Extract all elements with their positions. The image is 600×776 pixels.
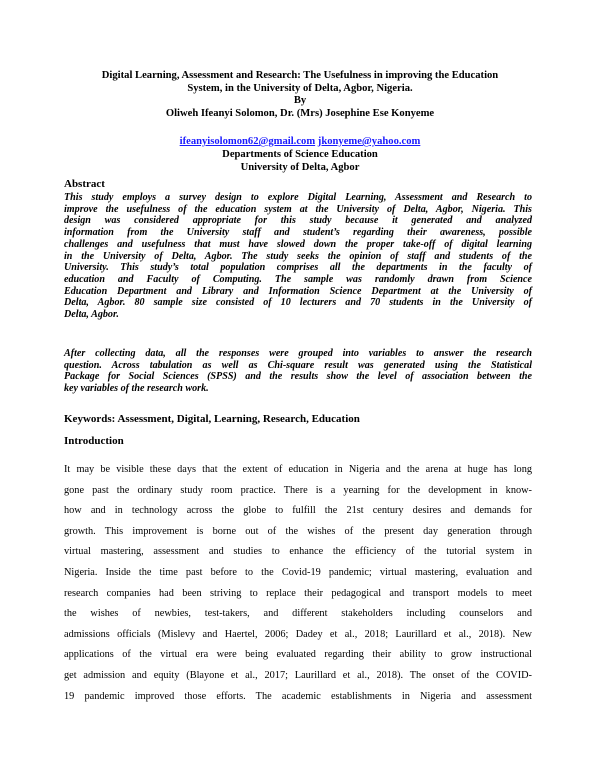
abstract-line: challenges and usefulness that must have slowed down the proper take-off of digital learning [64, 238, 532, 250]
abstract-heading: Abstract [64, 178, 105, 190]
abstract-line: This study employs a survey design to explore Digital Learning, Assessment and Research to [64, 192, 532, 203]
abstract-line: question. Across tabulation as well as Chi-square result was generated using the Statistical [64, 359, 532, 371]
keywords: Keywords: Assessment, Digital, Learning, Research, Education [64, 413, 360, 425]
email-link-2[interactable]: jkonyeme@yahoo.com [317, 136, 421, 147]
body-line: It may be visible these days that the extent of education in Nigeria and the arena at huge has long [64, 464, 532, 475]
abstract-line: education and Faculty of Computing. The sample was randomly drawn from Science [64, 273, 532, 285]
abstract-line: Delta, Agbor. [64, 309, 119, 321]
email-line [0, 135, 600, 148]
by-label: By [293, 95, 307, 107]
body-line: research companies had been striving to replace their pedagogical and transport models to meet [64, 587, 532, 599]
abstract-line: design was considered appropriate for this study because it generated and analyzed [64, 215, 532, 227]
abstract-line: After collecting data, all the responses were grouped into variables to answer the research [64, 348, 532, 359]
abstract-line: in the University of Delta, Agbor. The study seeks the opinion of staff and students of the [64, 250, 532, 262]
abstract-line: information from the University staff and student’s regarding their awareness, possible [64, 227, 532, 239]
abstract-line: key variables of the research work. [64, 383, 209, 395]
abstract-line: Education Department and Library and Information Science Department at the University of [64, 285, 532, 297]
abstract-paragraph-2 [64, 348, 532, 395]
body-line: Nigeria. Inside the time past before to the Covid-19 pandemic; virtual mastering, evaluation and [64, 566, 532, 578]
authors: Oliweh Ifeanyi Solomon, Dr. (Mrs) Josephine Ese Konyeme [165, 107, 435, 119]
paper-title-line: System, in the University of Delta, Agbor, Nigeria. [187, 82, 413, 94]
paper-title-block [70, 70, 530, 120]
abstract-line: improve the usefulness of the education system at the University of Delta, Agbor, Nigeria. This [64, 203, 532, 215]
email-link-1[interactable]: ifeanyisolomon62@gmail.com [179, 136, 316, 147]
body-line: virtual mastering, assessment and studies to enhance the efficiency of the tutorial system in [64, 546, 532, 558]
abstract-line: Delta, Agbor. 80 sample size consisted of 10 lecturers and 70 students in the University of [64, 297, 532, 309]
department: Departments of Science Education [222, 149, 378, 160]
introduction-paragraph [64, 460, 532, 707]
body-line: the wishes of newbies, test-takers, and different stakeholders including counselors and [64, 608, 532, 620]
body-line: gone past the ordinary study room practice. There is a yearning for the development in know- [64, 484, 532, 496]
body-line: get admission and equity (Blayone et al., 2017; Laurillard et al., 2018). The onset of the COVID- [64, 669, 532, 681]
paper-title-line: Digital Learning, Assessment and Research: The Usefulness in improving the Education [101, 70, 499, 81]
abstract-line: University. This study’s total population comprises all the departments in the faculty of [64, 262, 532, 274]
body-line: applications of the virtual era were being evaluated regarding their ability to grow instructional [64, 649, 532, 661]
abstract-paragraph-1 [64, 192, 532, 321]
body-line: how and in technology across the globe to fulfill the 21st century desires and demands for [64, 505, 532, 517]
affiliation-block [0, 135, 600, 174]
body-line: admissions officials (Mislevy and Haertel, 2006; Dadey et al., 2018; Laurillard et al., 2018). New [64, 628, 532, 640]
body-line: growth. This improvement is borne out of the wishes of the present day generation through [64, 525, 532, 537]
body-line: 19 pandemic improved those efforts. The academic establishments in Nigeria and assessment [64, 690, 532, 702]
abstract-line: Package for Social Sciences (SPSS) and the results show the level of association between the [64, 371, 532, 383]
university: University of Delta, Agbor [240, 162, 360, 173]
introduction-heading: Introduction [64, 435, 124, 447]
